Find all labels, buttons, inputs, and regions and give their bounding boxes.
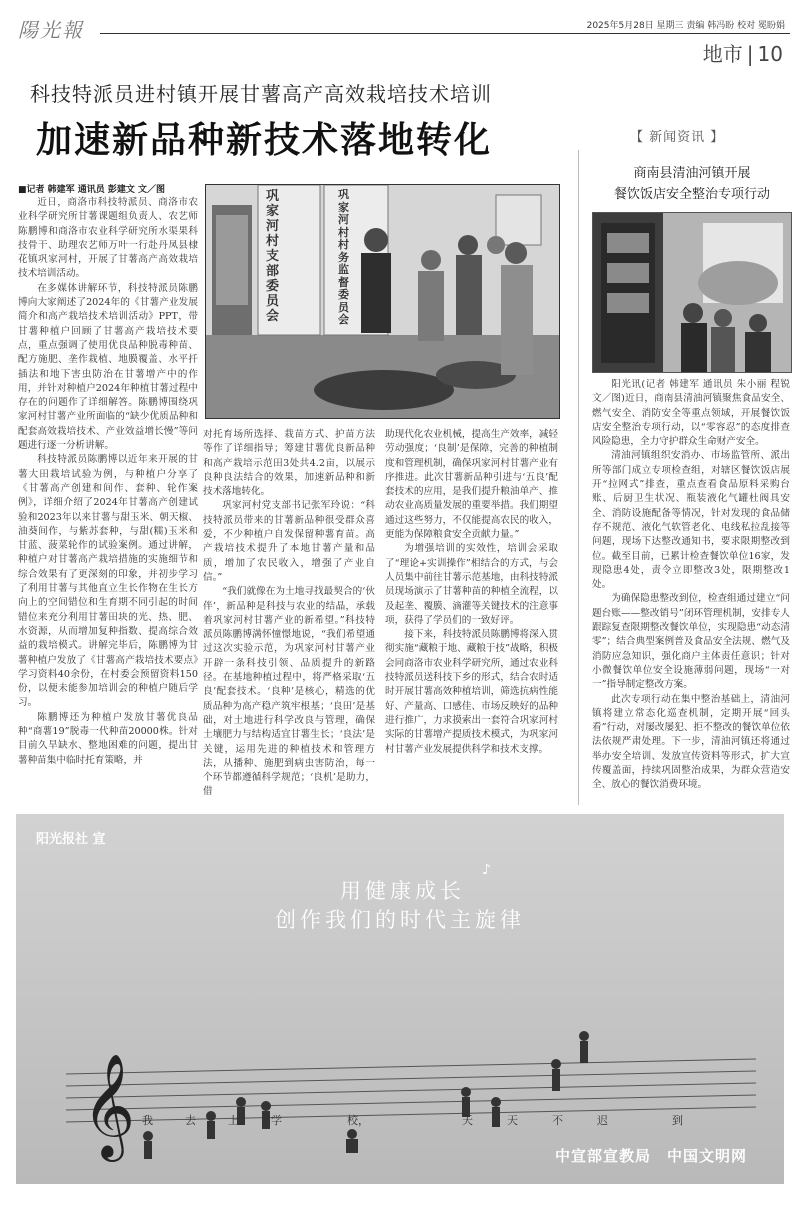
news-brief-tag: 【 新闻资讯 】 [630,130,725,145]
article-byline: ■记者 韩建军 通讯员 彭建文 文／图 [18,185,166,195]
paragraph: 为确保隐患整改到位，检查组通过建立“问题台账——整改销号”闭环管理机制，安排专人跟踪复查限期整改餐饮单位，实现隐患“动态清零”；结合典型案例普及食品安全法规、燃气及消防应急知识，强化商户主体责任意识；针对小微餐饮单位安全设施薄弱问题，现场“一对一”指导制定整改方案。 [592,593,790,691]
brief-photo [592,212,792,373]
paragraph: 阳光讯(记者 韩建军 通讯员 朱小丽 程锐 文／图)近日，商南县清油河镇聚焦食品安全、燃气安全、消防安全等重点领域，开展餐饮饭店安全整治专项行动，以“零容忍”的态度排查风险隐患，全力守护群众生命财产安全。 [592,379,790,448]
paragraph: 近日，商洛市科技特派员、商洛市农业科学研究所甘薯课题组负责人、农艺师陈鹏博和商洛市农业科学研究所水渠果科技骨干、助理农艺师万叶一行赴丹凤县棣花镇巩家河村，开展了甘薯高产高效栽培技术培训活动。 [18,197,198,280]
music-note-icon: ♪ [482,862,491,878]
section-name: 地市 [702,42,743,66]
treble-clef-icon: 𝄞 [82,1053,136,1158]
article-subhead: 科技特派员进村镇开展甘薯高产高效栽培技术培训 [30,82,492,106]
dateline: 2025年5月28日 星期三 责编 韩冯盼 校对 冕盼娟 [586,21,785,31]
newspaper-logo: 陽光報 [18,18,84,42]
kitchen-inspection-illustration [593,213,791,372]
lyric-char: 去 [185,1114,196,1127]
lyric-char: 上 [228,1114,239,1127]
brief-body [592,378,790,808]
paragraph: 在多媒体讲解环节，科技特派员陈鹏博向大家阐述了2024年的《甘薯产业发展简介和高产栽培技术培训活动》PPT，带甘薯种植户回顾了甘薯高产栽培技术要点，重点强调了使用优良品种脱毒种苗、配方施肥、垄作栽植、地膜覆盖、水平扦插法和地下害虫防治在甘薯增产中的作用，并针对种植户2024年种植甘薯过程中存在的问题作了详细解答。陈鹏博围绕巩家河村甘薯产业所面临的“缺少优质品种和配套高效栽培技术、产业效益增长慢”等问题进行逐一分析讲解。 [18,282,198,452]
lyric-char: 校， [347,1114,369,1127]
article-column-1 [18,196,198,806]
page-number: 10 [757,42,783,66]
article-photo [205,184,560,419]
public-service-ad [16,814,784,1184]
section-divider: | [746,42,754,66]
ad-credit: 中宣部宣教局 中国文明网 [555,1147,748,1165]
ad-corner-label: 阳光报社 宣 [36,832,106,847]
lyric-char: 天 [507,1114,518,1127]
lyric-char: 到 [672,1114,683,1127]
lyric-char: 迟 [597,1114,608,1127]
paragraph: 清油河镇组织安消办、市场监管所、派出所等部门成立专项检查组，对辖区餐饮饭店展开“拉网式”排查，重点查看食品原料采购台账、后厨卫生状况、瓶装液化气罐杜阀具安全、消防设施配备等情况，针对发现的食品储存不规范、液化气软管老化、电线私拉乱接等问题，现场下达整改通知书，要求限期整改到位。截至目前，已累计检查餐饮单位16家，发现隐患4处，责令立即整改3处，限期整改1处。 [592,450,790,591]
brief-headline-line2: 餐饮饭店安全整治专项行动 [613,187,770,202]
column-divider [578,150,579,805]
ad-slogan-line1: 用健康成长 [340,879,465,903]
paragraph: 为增强培训的实效性，培训会采取了“理论+实训操作”相结合的方式，与会人员集中前往甘薯示范基地，由科技特派员现场演示了甘薯种苗的种植全流程，以及起垄、覆膜、滴灌等关键技术的注意事项，获得了学员们的一致好评。 [385,543,558,626]
brief-headline-line1: 商南县清油河镇开展 [633,166,751,181]
paragraph: 对托育场所选择、栽苗方式、护苗方法等作了详细指导；筹建甘薯优良新品种和高产栽培示范田3处共4.2亩，以展示良种良法结合的效果，加速新品种和新技术落地转化。 [203,429,375,498]
lyric-char: 天 [462,1114,473,1127]
music-staff-illustration [16,814,784,1184]
paragraph: “我们就像在为土地寻找最契合的‘伙伴’，新品种是科技与农业的结晶，承载着巩家河村甘薯产业的新希望。”科技特派员陈鹏博满怀憧憬地说，“我们希望通过这次实验示范，为巩家河村甘薯产业开辟一条科技引领、品质提升的新路径。在基地种植过程中，将严格采取‘五良’配套技术。‘良种’是核心，精选的优质品种为高产稳产筑牢根基；‘良田’是基础，对土地进行科学改良与管理，确保土壤肥力与结构适宜甘薯生长；‘良法’是关键，运用先进的种植技术和管理方法，从播种、施肥到病虫害防治，每一个环节都遵循科学规范；‘良机’是助力，借 [203,586,375,798]
brief-headline [592,163,792,205]
article-headline: 加速新品种新技术落地转化 [36,120,493,161]
lyric-char: 学 [271,1114,282,1127]
article-column-2 [203,428,375,808]
article-column-3 [385,428,558,808]
section-label [703,38,783,67]
paragraph: 助现代化农业机械，提高生产效率，减轻劳动强度；‘良制’是保障，完善的种植制度和管理机制，确保巩家河村甘薯产业有序推进。此次甘薯新品种引进与‘五良’配套技术的应用，是我们提升粮油单产、推动农业高质量发展的重要举措。我们期望通过这些努力，不仅能提高农民的收入，更能为保障粮食安全贡献力量。” [385,429,558,541]
lyric-char: 我 [142,1114,153,1127]
paragraph: 此次专项行动在集中整治基础上，清油河镇将建立常态化巡查机制，定期开展“回头看”行动，对屡改屡犯、拒不整改的餐饮单位依法依规严肃处理。下一步，清油河镇还将通过举办安全培训、发放宣传资料等形式，扩大宣传覆盖面，持续巩固整治成果，为群众营造安全、放心的餐饮消费环境。 [592,693,790,791]
paragraph: 巩家河村党支部书记张军玲说：“科技特派员带来的甘薯新品种很受群众喜爱，不少种植户自发保留种薯育苗。高产栽培技术提升了本地甘薯产量和品质，增加了农民收入，增强了产业自信。” [203,500,375,583]
ad-slogan-line2: 创作我们的时代主旋律 [275,908,525,932]
paragraph: 陈鹏博还为种植户发放甘薯优良品种“商薯19”脱毒一代种苗20000株。针对目前久旱缺水、整地困难的问题，提出甘薯种苗集中临时托育策略，并 [18,711,198,766]
header-rule [100,33,790,34]
paragraph: 科技特派员陈鹏博以近年来开展的甘薯大田栽培试验为例，与种植户分享了《甘薯高产创建和间作、套种、轮作案例》，详细介绍了2024年甘薯高产创建试验和2023年以来甘薯与甜玉米、朝天椒、油葵间作，与紫苏套种，与甜(糯)玉米和甘蓝、菠菜轮作的试验案例。通过讲解，种植户对甘薯高产栽培措施的实施细节和综合效果有了更深刻的印象，并初步学习了利用甘薯与其他直立生长作物在生长方向上的空间错位和生育期不同引起的时间错位来充分利用甘薯田块的光、热、肥、水资源，从而增加复种指数、提高综合效益的栽培模式。讲解完毕后，陈鹏博为甘薯种植户发放了《甘薯高产栽培技术要点》学习资料40余份，在村委会预留资料150份，以便未能参加培训会的种植户随后学习。 [18,454,198,709]
lyric-char: 不 [552,1114,563,1127]
paragraph: 接下来，科技特派员陈鹏博将深入贯彻实施“藏粮于地、藏粮于技”战略，积极会同商洛市农业科学研究所，通过农业科技特派员送科技下乡的形式，结合农时适时开展甘薯高效种植培训，筛选抗病性能好、产量高、口感佳、市场反映好的品种进行推广，力求摸索出一套符合巩家河村实际的甘薯增产提质技术模式，为巩家河村甘薯产业发展提供科学和技术支撑。 [385,629,558,755]
training-photo-illustration [206,185,559,418]
photo-sign-b: 巩家河村村务监督委员会 [338,188,349,326]
photo-sign-a: 巩家河村支部委员会 [266,189,280,324]
